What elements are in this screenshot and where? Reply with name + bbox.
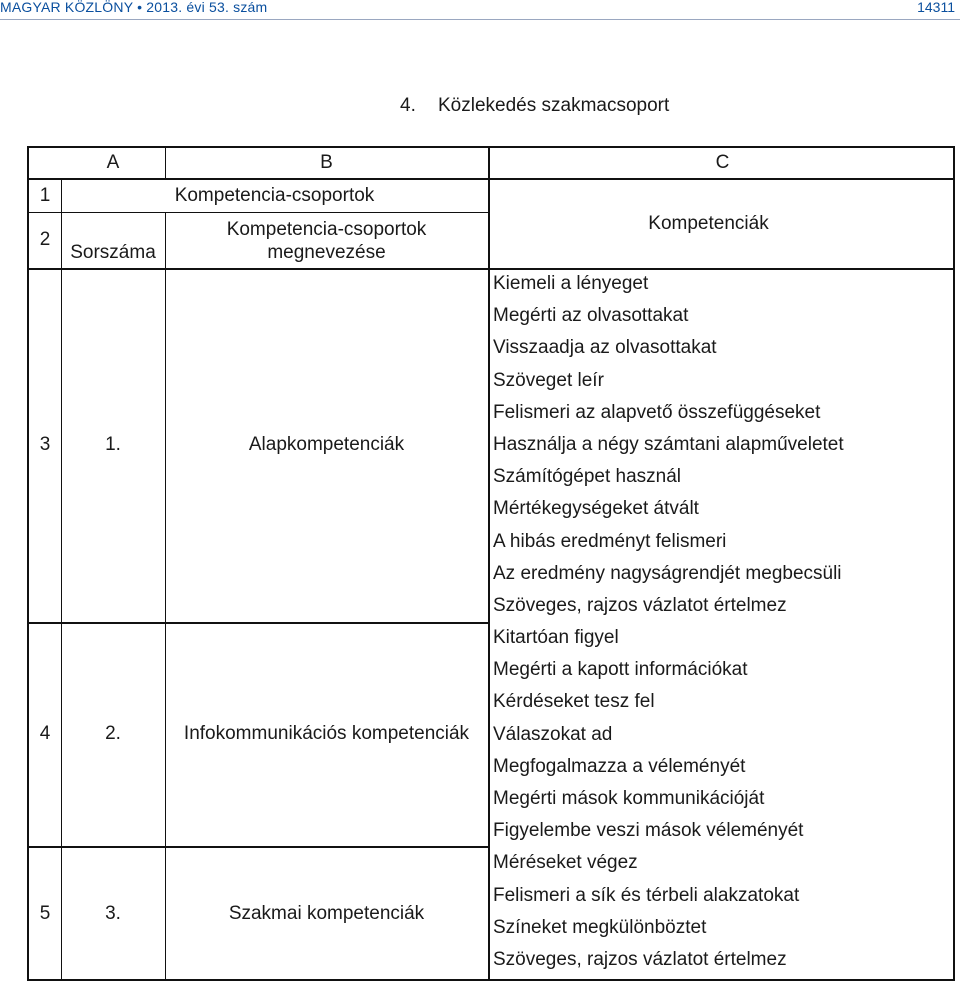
competency-item: A hibás eredményt felismeri [493,530,727,552]
header-rule [0,19,960,20]
row-divider [27,212,489,213]
competency-item: Felismeri az alapvető összefüggéseket [493,401,821,423]
competency-item: Figyelembe veszi mások véleményét [493,820,804,842]
competency-item: Kérdéseket tesz fel [493,691,655,713]
column-letter-c: C [715,152,730,173]
competency-item: Kiemeli a lényeget [493,273,649,294]
section-name: Közlekedés szakmacsoport [438,95,670,116]
column-letter-a: A [106,152,120,173]
group-name: Szakmai kompetenciák [228,903,425,924]
competency-item: Méréseket végez [493,852,638,874]
competency-item: Az eredmény nagyságrendjét megbecsüli [493,562,842,584]
competency-item: Számítógépet használ [493,466,682,488]
competency-list [493,272,844,980]
header-serial: Sorszáma [70,242,156,263]
column-letter-b: B [320,152,333,173]
row-divider [27,268,955,270]
running-head [0,0,960,20]
row-number: 5 [39,903,51,924]
section-title [400,95,669,117]
row-number: 1 [39,185,51,206]
competency-item: Felismeri a sík és térbeli alakzatokat [493,884,800,906]
competency-item: Megérti az olvasottakat [493,305,689,327]
competency-item: Megérti a kapott információkat [493,659,748,681]
competency-item: Megfogalmazza a véleményét [493,755,746,777]
competency-item: Szöveges, rajzos vázlatot értelmez [493,594,787,616]
competency-item: Válaszokat ad [493,723,613,745]
competency-item: Szöveget leír [493,369,604,391]
column-divider [61,178,62,981]
header-group-name-line1: Kompetencia-csoportok [226,219,427,240]
competency-item: Színeket megkülönböztet [493,916,707,938]
group-serial: 3. [105,903,121,924]
row-number: 2 [39,229,51,250]
competency-item: Visszaadja az olvasottakat [493,337,717,359]
competency-item: Megérti mások kommunikációját [493,788,765,809]
row-number: 3 [39,434,51,455]
section-number: 4. [400,95,416,116]
group-name: Infokommunikációs kompetenciák [183,723,470,744]
competency-item: Mértékegységeket átvált [493,498,699,520]
column-divider [165,212,166,981]
row-divider [27,178,955,180]
column-divider [488,146,490,981]
page-number: 14311 [917,0,955,15]
group-serial: 1. [105,434,121,455]
competency-item: Szöveges, rajzos vázlatot értelmez [493,948,787,970]
row-divider [27,846,489,848]
journal-title: MAGYAR KÖZLÖNY • 2013. évi 53. szám [0,0,268,15]
competency-item: Kitartóan figyel [493,627,619,649]
header-competencies: Kompetenciák [648,213,769,234]
competency-item: Használja a négy számtani alapműveletet [493,433,844,455]
group-name: Alapkompetenciák [248,434,405,455]
row-divider [27,622,489,624]
header-competency-groups: Kompetencia-csoportok [174,185,375,206]
group-serial: 2. [105,723,121,744]
header-group-name-line2: megnevezése [267,242,386,263]
row-number: 4 [39,723,51,744]
